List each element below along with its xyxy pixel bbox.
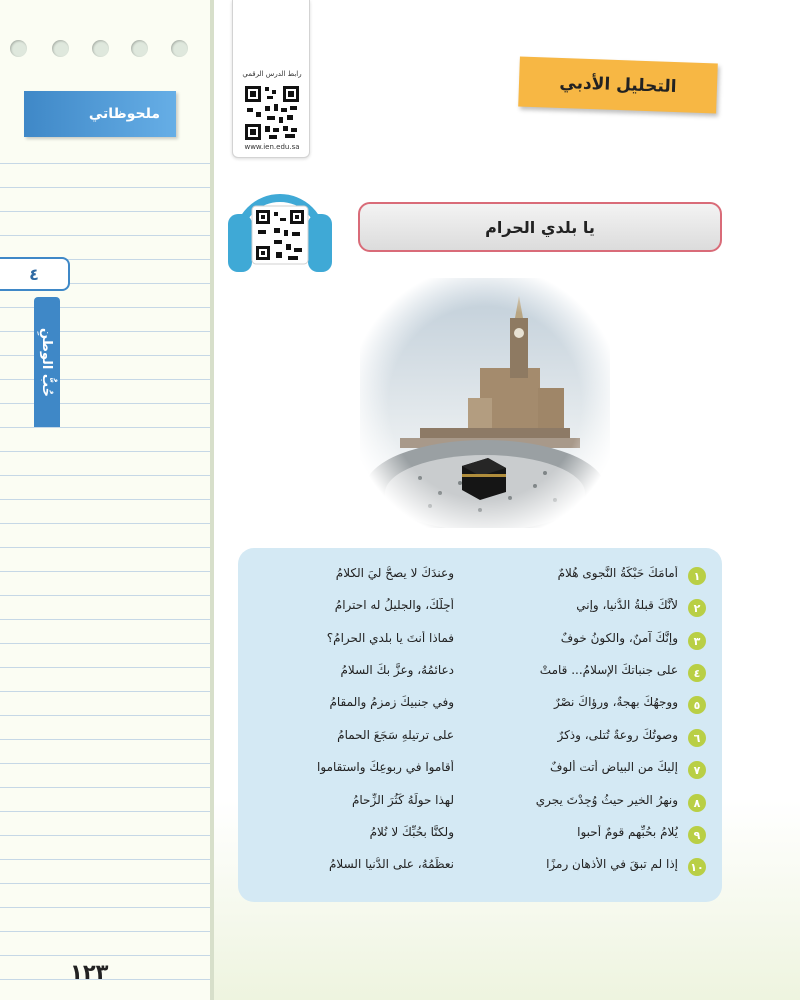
digital-lesson-label: رابط الدرس الرقمي bbox=[242, 70, 302, 78]
verse-second-hemistich: دعائمُهُ، وعزَّ بكَ السلامُ bbox=[340, 663, 454, 677]
unit-title-text: حُبُّ الوطنِ bbox=[39, 327, 55, 397]
verse-number: ٣ bbox=[688, 632, 706, 650]
verse-first-hemistich: لأنَّكَ قبلةُ الدُّنيا، وإني bbox=[576, 598, 678, 612]
unit-number-tab[interactable]: ٤ bbox=[0, 257, 70, 291]
verse-second-hemistich: وعندَكَ لا يصحُّ ليَ الكلامُ bbox=[335, 566, 454, 580]
verse-first-hemistich: وصوتُكَ روعةٌ تُتلى، وذكرٌ bbox=[557, 728, 678, 742]
poem-verse bbox=[238, 627, 722, 657]
verse-number: ٩ bbox=[688, 826, 706, 844]
verse-second-hemistich: فماذا أنتَ يا بلدي الحرامُ؟ bbox=[326, 631, 454, 645]
verse-second-hemistich: على ترتيلهِ سَجَعَ الحمامُ bbox=[337, 728, 454, 742]
poem-box bbox=[238, 548, 722, 902]
poem-verse bbox=[238, 821, 722, 851]
verse-number: ٧ bbox=[688, 761, 706, 779]
verse-number: ١ bbox=[688, 567, 706, 585]
hole-icon bbox=[10, 40, 27, 57]
verse-second-hemistich: لهذا حولَهُ كَثُرَ الزِّحامُ bbox=[351, 793, 454, 807]
verse-number: ٤ bbox=[688, 664, 706, 682]
verse-first-hemistich: على جنباتكَ الإسلامُ... قامتْ bbox=[539, 663, 678, 677]
poem-verse bbox=[238, 853, 722, 883]
headphones-icon[interactable] bbox=[224, 178, 336, 278]
verse-first-hemistich: وإنَّكَ آمنٌ، والكونُ خوفٌ bbox=[560, 631, 678, 645]
verse-second-hemistich: ولكنَّا بحُبِّكَ لا نُلامُ bbox=[369, 825, 454, 839]
verse-first-hemistich: يُلامُ بحُبِّهم قومٌ أحبوا bbox=[577, 825, 678, 839]
verse-second-hemistich: أقاموا في ربوعِكَ واستقاموا bbox=[317, 760, 454, 774]
poem-verse bbox=[238, 756, 722, 786]
verse-number: ٦ bbox=[688, 729, 706, 747]
poem-verse bbox=[238, 659, 722, 689]
verse-second-hemistich: نعظِّمُهُ، على الدُّنيا السلامُ bbox=[329, 857, 454, 871]
verse-first-hemistich: إذا لم تبقَ في الأذهانِ رمزًا bbox=[546, 857, 678, 871]
verse-second-hemistich: وفي جنبيكَ زمزمُ والمقامُ bbox=[329, 695, 454, 709]
verse-second-hemistich: أُجِلُّكَ، والجليلُ له احترامُ bbox=[334, 598, 454, 612]
digital-lesson-card[interactable] bbox=[232, 0, 310, 158]
hole-icon bbox=[131, 40, 148, 57]
unit-title-tab[interactable] bbox=[34, 297, 60, 427]
page-number: ١٢٣ bbox=[70, 960, 109, 984]
poem-verse bbox=[238, 724, 722, 754]
poem-verse bbox=[238, 789, 722, 819]
verse-first-hemistich: أمامَكَ حَبْكَةُ النَّجوى هُلامٌ bbox=[557, 566, 678, 580]
verse-first-hemistich: إليكَ من البياضِ أتت ألوفٌ bbox=[549, 760, 678, 774]
qr-code-icon[interactable] bbox=[243, 84, 301, 142]
digital-lesson-url[interactable]: www.ien.edu.sa bbox=[244, 143, 300, 151]
notes-label: ملحوظاتي bbox=[24, 91, 176, 137]
verse-first-hemistich: ووجهُكَ بهجةٌ، ورؤاكَ نصْرٌ bbox=[554, 695, 678, 709]
verse-number: ٢ bbox=[688, 599, 706, 617]
notes-sidebar bbox=[0, 0, 210, 1000]
poem-title: يا بلدي الحرام bbox=[358, 202, 722, 252]
mecca-photo bbox=[360, 278, 610, 528]
poem-verse bbox=[238, 691, 722, 721]
hole-icon bbox=[171, 40, 188, 57]
poem-verse bbox=[238, 562, 722, 592]
verse-number: ١٠ bbox=[688, 858, 706, 876]
section-title: التحليل الأدبي bbox=[518, 57, 718, 114]
verse-number: ٥ bbox=[688, 696, 706, 714]
hole-icon bbox=[52, 40, 69, 57]
verse-number: ٨ bbox=[688, 794, 706, 812]
verse-first-hemistich: ونهرُ الخيرِ حيثُ وُجِدْتَ يجري bbox=[535, 793, 678, 807]
hole-icon bbox=[92, 40, 109, 57]
poem-verse bbox=[238, 594, 722, 624]
